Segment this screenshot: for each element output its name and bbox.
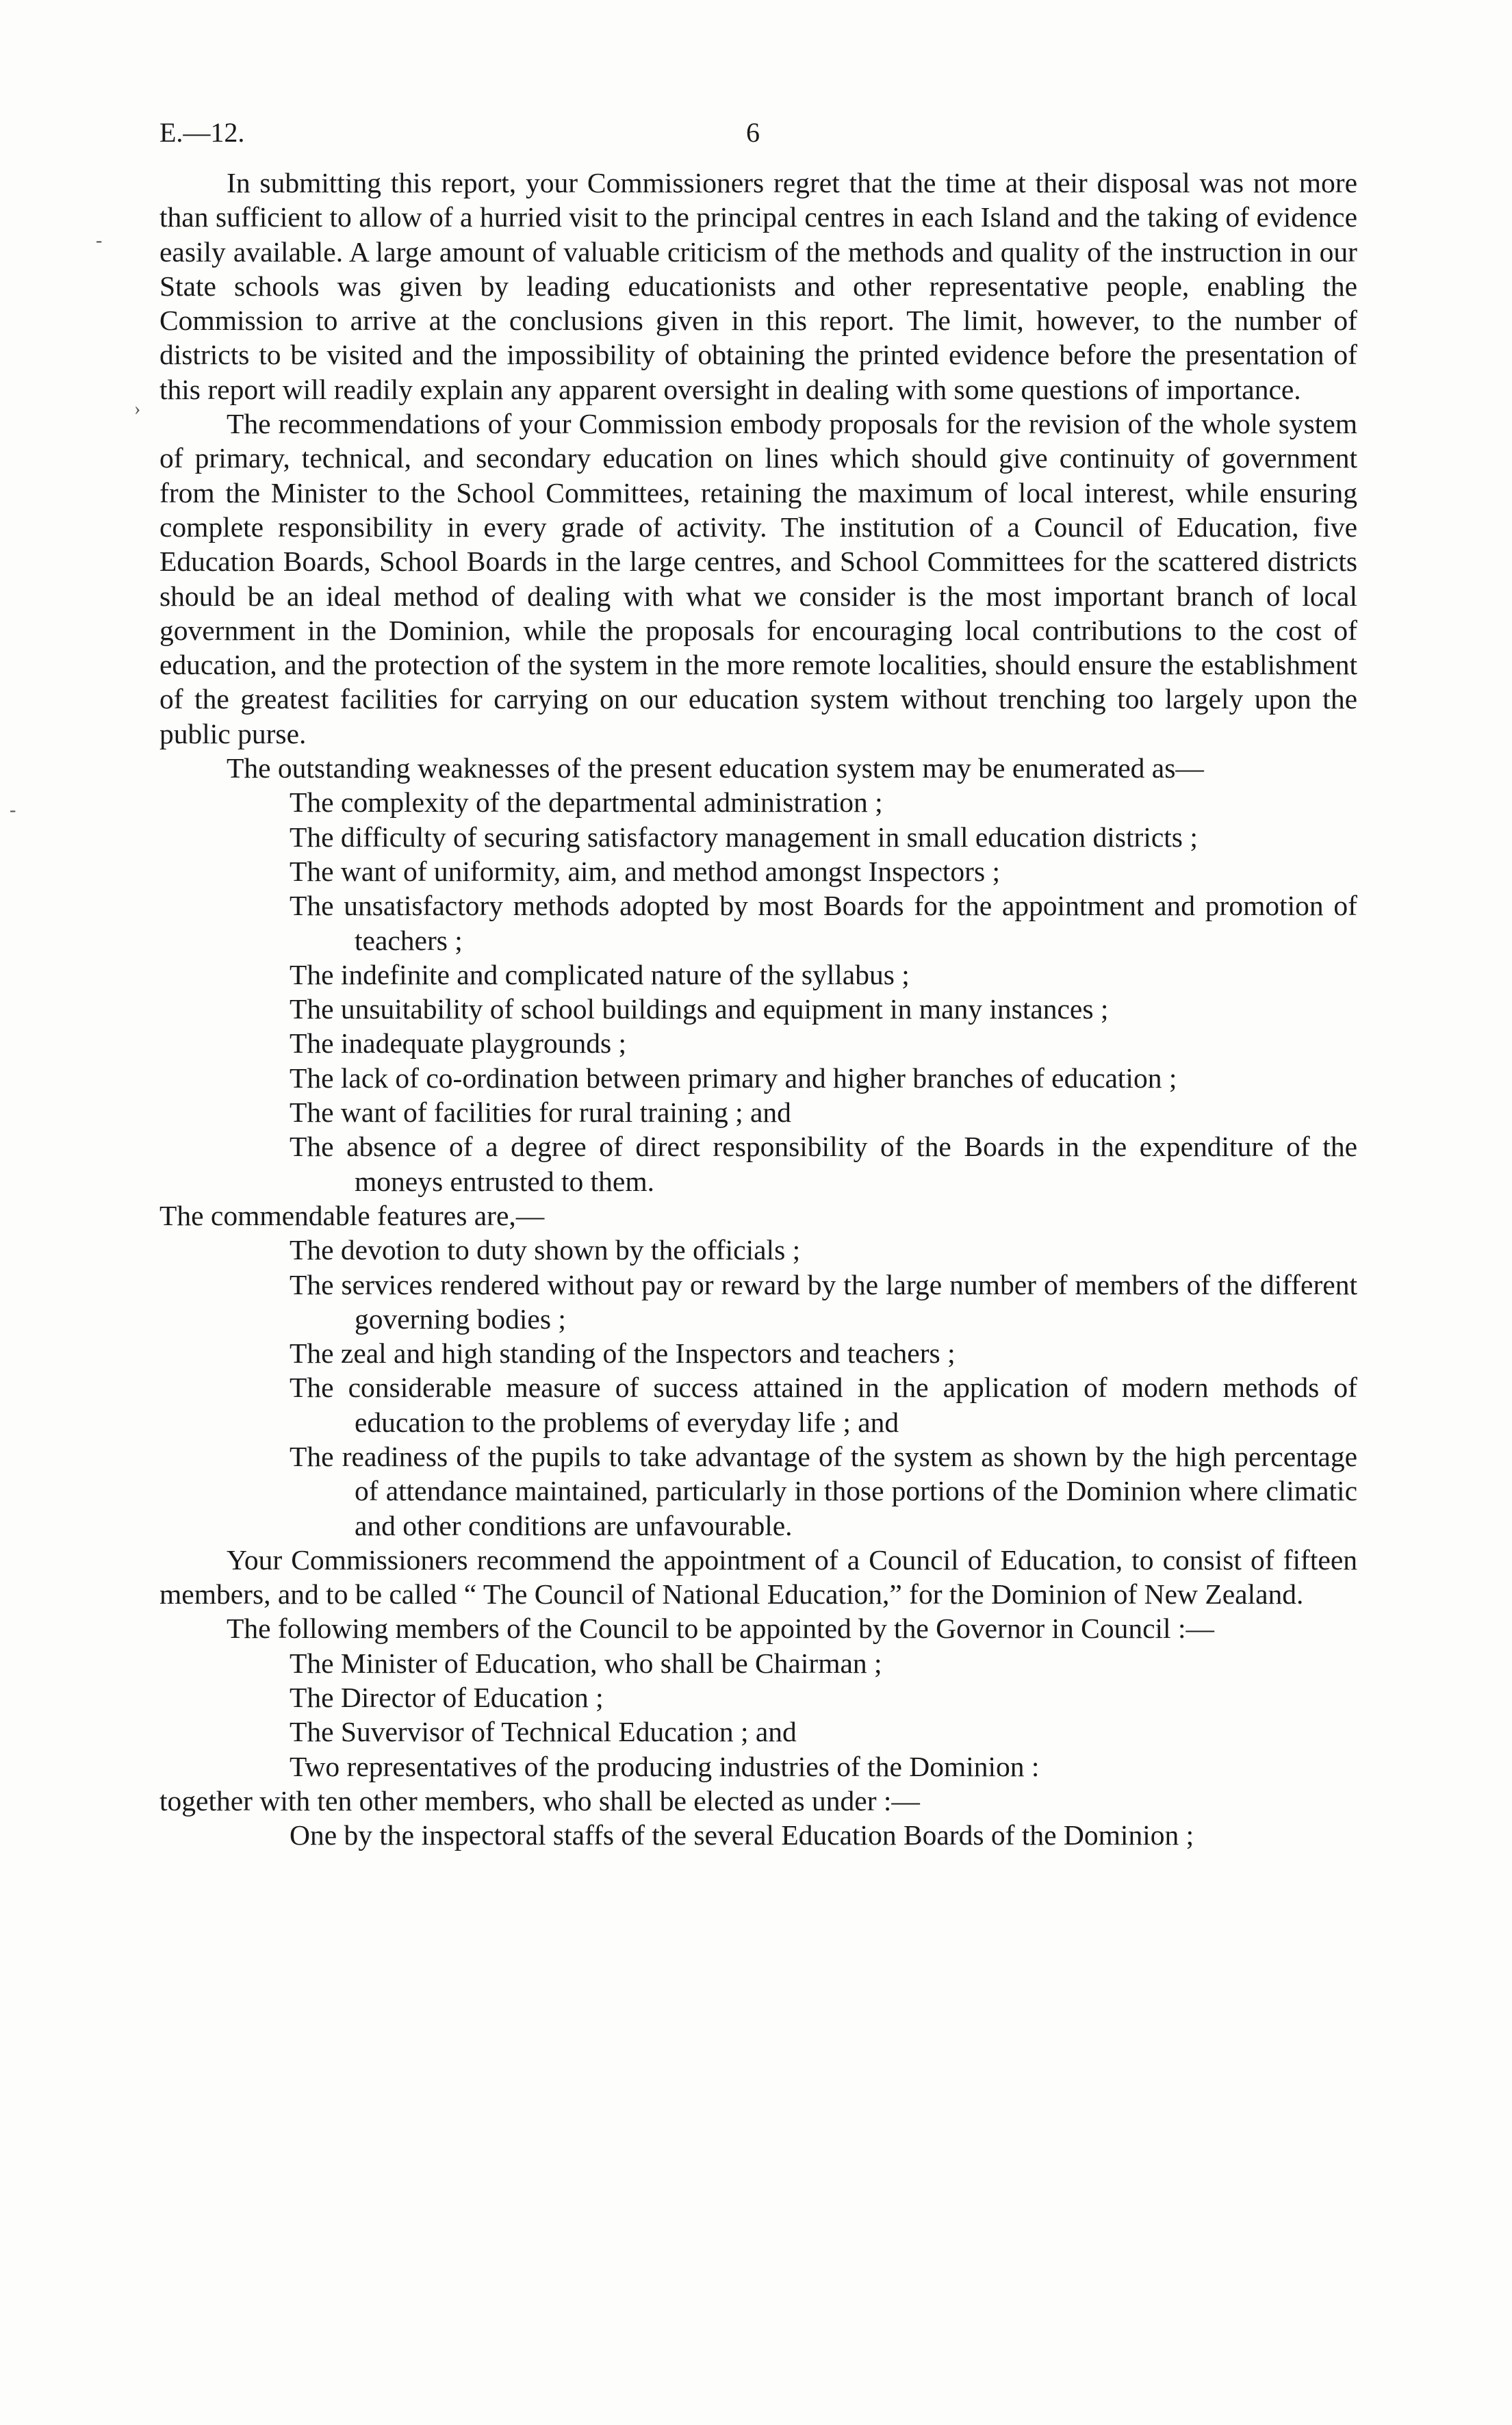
margin-mark-dash: - <box>96 230 103 251</box>
paragraph: together with ten other members, who shall be elected as under :— <box>159 1784 920 1817</box>
document-page <box>159 116 1357 1853</box>
document-reference: E.—12. <box>159 117 245 148</box>
report-body <box>159 166 1357 1853</box>
list-item: The want of facilities for rural training ; and <box>290 1096 791 1129</box>
list-item: The want of uniformity, aim, and method amongst Inspectors ; <box>290 855 1001 887</box>
paragraph: The following members of the Council to be appointed by the Governor in Council :— <box>227 1613 1214 1645</box>
paragraph: Your Commissioners recommend the appointment of a Council of Education, to consist of fifteen members, and to be called “ The Council of National Education,” for the Dominion of New Zealand. <box>159 1543 1357 1611</box>
elected-members-list <box>159 1818 1357 1852</box>
list-item: The considerable measure of success attained in the application of modern methods of education to the problems of everyday life ; and <box>290 1372 1357 1438</box>
list-item: The Suvervisor of Technical Education ; and <box>290 1716 797 1748</box>
list-item: The services rendered without pay or reward by the large number of members of the different governing bodies ; <box>290 1268 1357 1335</box>
paragraph: In submitting this report, your Commissioners regret that the time at their disposal was not more than sufficient to allow of a hurried visit to the principal centres in each Island and the taking of evidence easily available. A large amount of valuable criticism of the methods and quality of the instruction in our State schools was given by leading educationists and other representative people, enabling the Commission to arrive at the conclusions given in this report. The limit, however, to the number of districts to be visited and the impossibility of obtaining the printed evidence before the presentation of this report will readily explain any apparent oversight in dealing with some questions of importance. <box>159 167 1357 405</box>
list-item: The inadequate playgrounds ; <box>290 1027 627 1060</box>
features-list <box>159 1233 1357 1543</box>
page-number: 6 <box>746 117 760 148</box>
paragraph: The commendable features are,— <box>159 1199 545 1231</box>
list-item: The zeal and high standing of the Inspectors and teachers ; <box>290 1337 956 1370</box>
list-item: The unsatisfactory methods adopted by most Boards for the appointment and promotion of teachers ; <box>290 890 1357 956</box>
list-item: One by the inspectoral staffs of the several Education Boards of the Dominion ; <box>290 1819 1194 1851</box>
list-item: The Minister of Education, who shall be Chairman ; <box>290 1647 882 1679</box>
page-header <box>159 116 1357 157</box>
list-item: The complexity of the departmental administration ; <box>290 786 883 819</box>
margin-mark-dot: › <box>134 398 141 420</box>
list-item: The devotion to duty shown by the officials ; <box>290 1234 801 1266</box>
list-item: The indefinite and complicated nature of the syllabus ; <box>290 958 910 990</box>
list-item: The readiness of the pupils to take advantage of the system as shown by the high percentage of attendance maintained, particularly in those portions of the Dominion where climatic and other conditions are unfavourable. <box>290 1440 1357 1541</box>
paragraph: The outstanding weaknesses of the present education system may be enumerated as— <box>227 752 1204 784</box>
list-item: The difficulty of securing satisfactory management in small education districts ; <box>290 821 1198 853</box>
list-item: The Director of Education ; <box>290 1682 604 1714</box>
list-item: The absence of a degree of direct responsibility of the Boards in the expenditure of the moneys entrusted to them. <box>290 1131 1357 1197</box>
weaknesses-list <box>159 785 1357 1198</box>
list-item: The lack of co-ordination between primary and higher branches of education ; <box>290 1062 1177 1094</box>
paragraph: The recommendations of your Commission embody proposals for the revision of the whole system of primary, technical, and secondary education on lines which should give continuity of government from the Minister to the School Committees, retaining the maximum of local interest, while ensuring complete responsibility in every grade of activity. The institution of a Council of Education, five Education Boards, School Boards in the large centres, and School Committees for the scattered districts should be an ideal method of dealing with what we consider is the most important branch of local government in the Dominion, while the proposals for encouraging local contributions to the cost of education, and the protection of the system in the more remote localities, should ensure the establishment of the greatest facilities for carrying on our education system without trenching too largely upon the public purse. <box>159 408 1357 749</box>
list-item: The unsuitability of school buildings and equipment in many instances ; <box>290 993 1109 1025</box>
margin-mark-dash: - <box>10 799 16 821</box>
appointed-members-list <box>159 1646 1357 1784</box>
list-item: Two representatives of the producing industries of the Dominion : <box>290 1750 1040 1782</box>
